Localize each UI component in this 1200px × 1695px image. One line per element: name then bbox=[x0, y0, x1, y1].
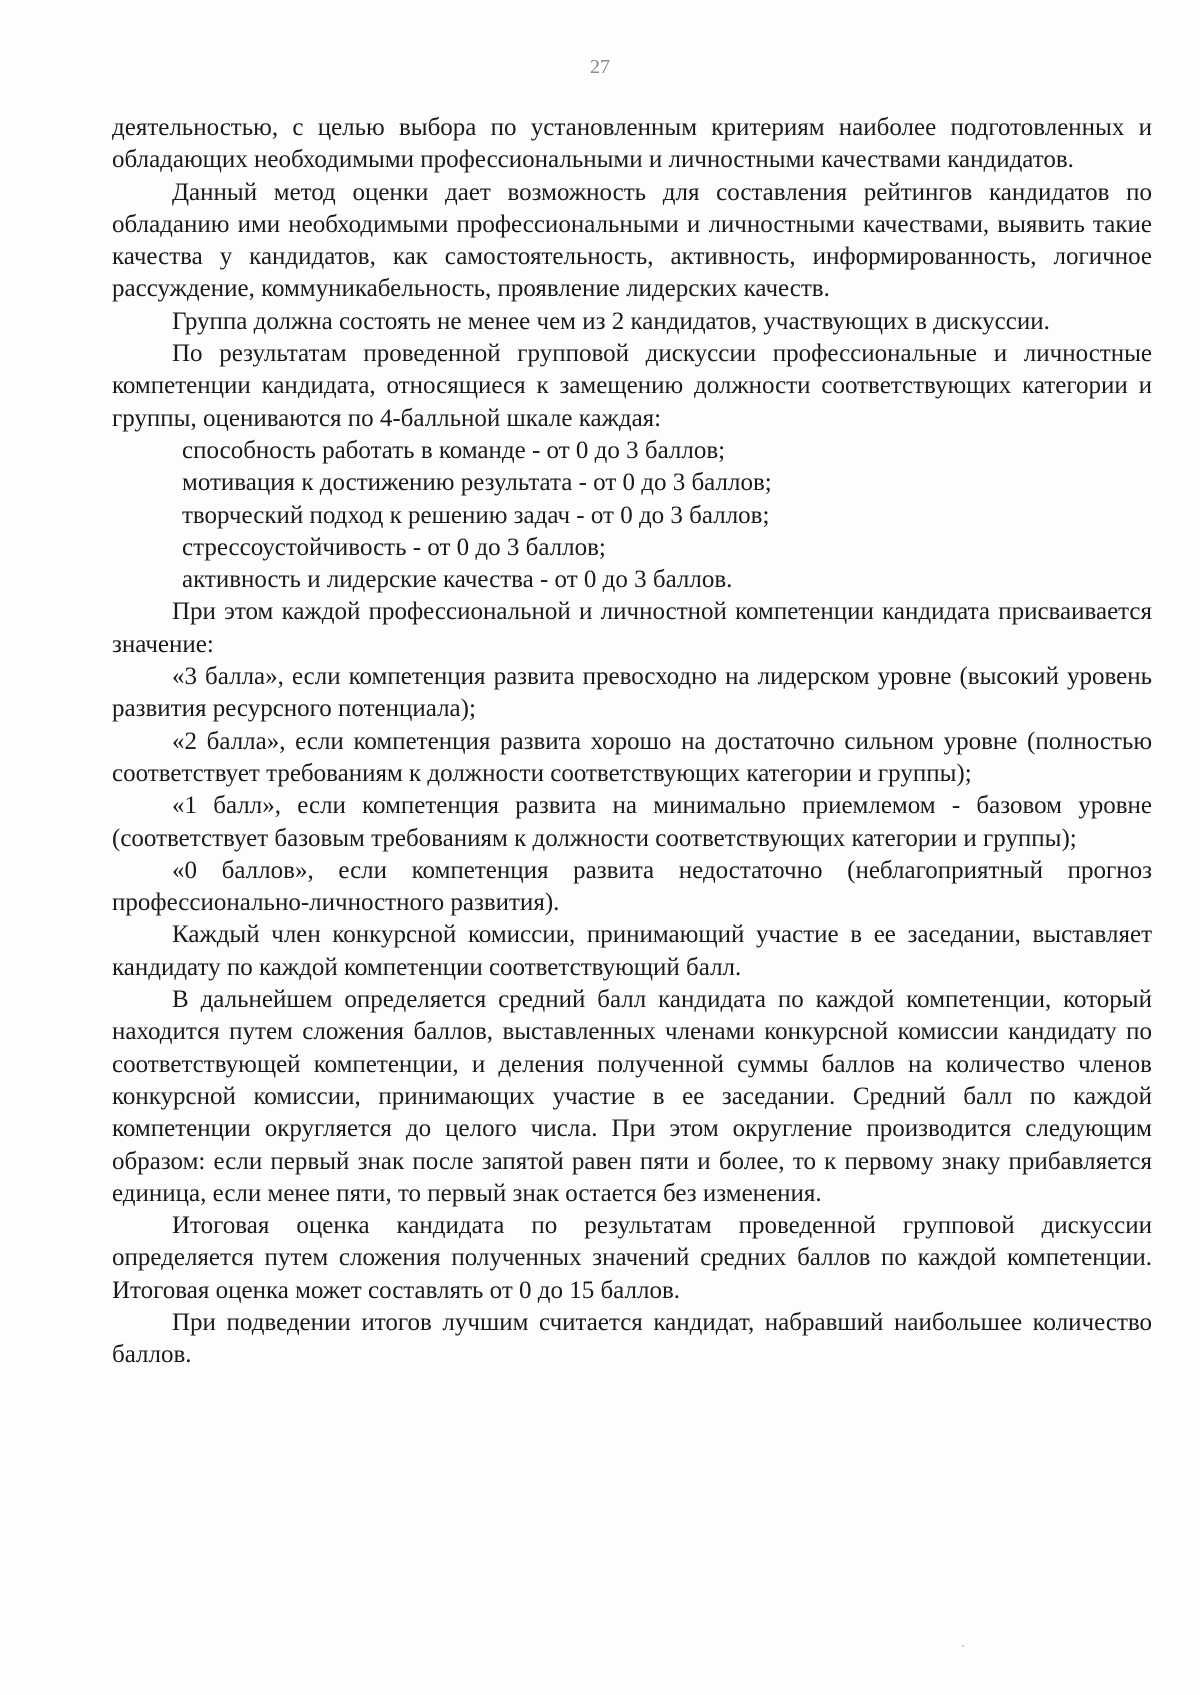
paragraph-final-score: Итоговая оценка кандидата по результатам проведенной групповой дискуссии определяется путем сложения полученных значений средних баллов по каждой компетенции. Итоговая оценка может составлять от 0 до 15 баллов. bbox=[112, 1212, 1152, 1304]
score-definition: «2 балла», если компетенция развита хорошо на достаточно сильном уровне (полностью соответствует требованиям к должности соответствующих категории и группы); bbox=[112, 727, 1152, 787]
score-definition: «3 балла», если компетенция развита превосходно на лидерском уровне (высокий уровень развития ресурсного потенциала); bbox=[112, 663, 1152, 723]
competency-item: творческий подход к решению задач - от 0 до 3 баллов; bbox=[182, 501, 770, 529]
competency-item: активность и лидерские качества - от 0 до 3 баллов. bbox=[182, 566, 733, 594]
paragraph-commission-scoring: Каждый член конкурсной комиссии, принимающий участие в ее заседании, выставляет кандидату по каждой компетенции соответствующий балл. bbox=[112, 921, 1152, 981]
paragraph-average-score: В дальнейшем определяется средний балл кандидата по каждой компетенции, который находится путем сложения баллов, выставленных членами конкурсной комиссии кандидату по соответствующей компетенции, и деления полученной суммы баллов на количество членов конкурсной комиссии, принимающих участие в ее заседании. Средний балл по каждой компетенции округляется до целого числа. При этом округление производится следующим образом: если первый знак после запятой равен пяти и более, то к первому знаку прибавляется единица, если менее пяти, то первый знак остается без изменения. bbox=[112, 986, 1152, 1207]
competency-list bbox=[112, 435, 1152, 596]
paragraph-scoring-intro: При этом каждой профессиональной и личностной компетенции кандидата присваивается значение: bbox=[112, 598, 1152, 658]
paragraph-method-description: Данный метод оценки дает возможность для составления рейтингов кандидатов по обладанию ими необходимыми профессиональными и личностными качествами, выявить такие качества у кандидатов, как самостоятельность, активность, информированность, логичное рассуждение, коммуникабельность, проявление лидерских качеств. bbox=[112, 178, 1152, 303]
competency-item: мотивация к достижению результата - от 0 до 3 баллов; bbox=[182, 469, 772, 497]
scan-speck bbox=[962, 1645, 964, 1647]
score-definitions bbox=[112, 661, 1152, 919]
competency-item: стрессоустойчивость - от 0 до 3 баллов; bbox=[182, 533, 606, 561]
score-definition: «1 балл», если компетенция развита на минимально приемлемом - базовом уровне (соответствует базовым требованиям к должности соответствующих категории и группы); bbox=[112, 792, 1152, 852]
paragraph-group-size: Группа должна состоять не менее чем из 2 кандидатов, участвующих в дискуссии. bbox=[172, 307, 1050, 335]
document-body bbox=[112, 112, 1152, 1372]
paragraph-winner: При подведении итогов лучшим считается кандидат, набравший наибольшее количество баллов. bbox=[112, 1308, 1152, 1369]
paragraph-continuation: деятельностью, с целью выбора по установленным критериям наиболее подготовленных и обладающих необходимыми профессиональными и личностными качествами кандидатов. bbox=[112, 114, 1152, 174]
paragraph-evaluation-scale: По результатам проведенной групповой дискуссии профессиональные и личностные компетенции кандидата, относящиеся к замещению должности соответствующих категории и группы, оцениваются по 4-балльной шкале каждая: bbox=[112, 340, 1152, 432]
competency-item: способность работать в команде - от 0 до 3 баллов; bbox=[182, 436, 726, 464]
score-definition: «0 баллов», если компетенция развита недостаточно (неблагоприятный прогноз профессионально-личностного развития). bbox=[112, 856, 1152, 917]
page-number: 27 bbox=[590, 56, 610, 78]
